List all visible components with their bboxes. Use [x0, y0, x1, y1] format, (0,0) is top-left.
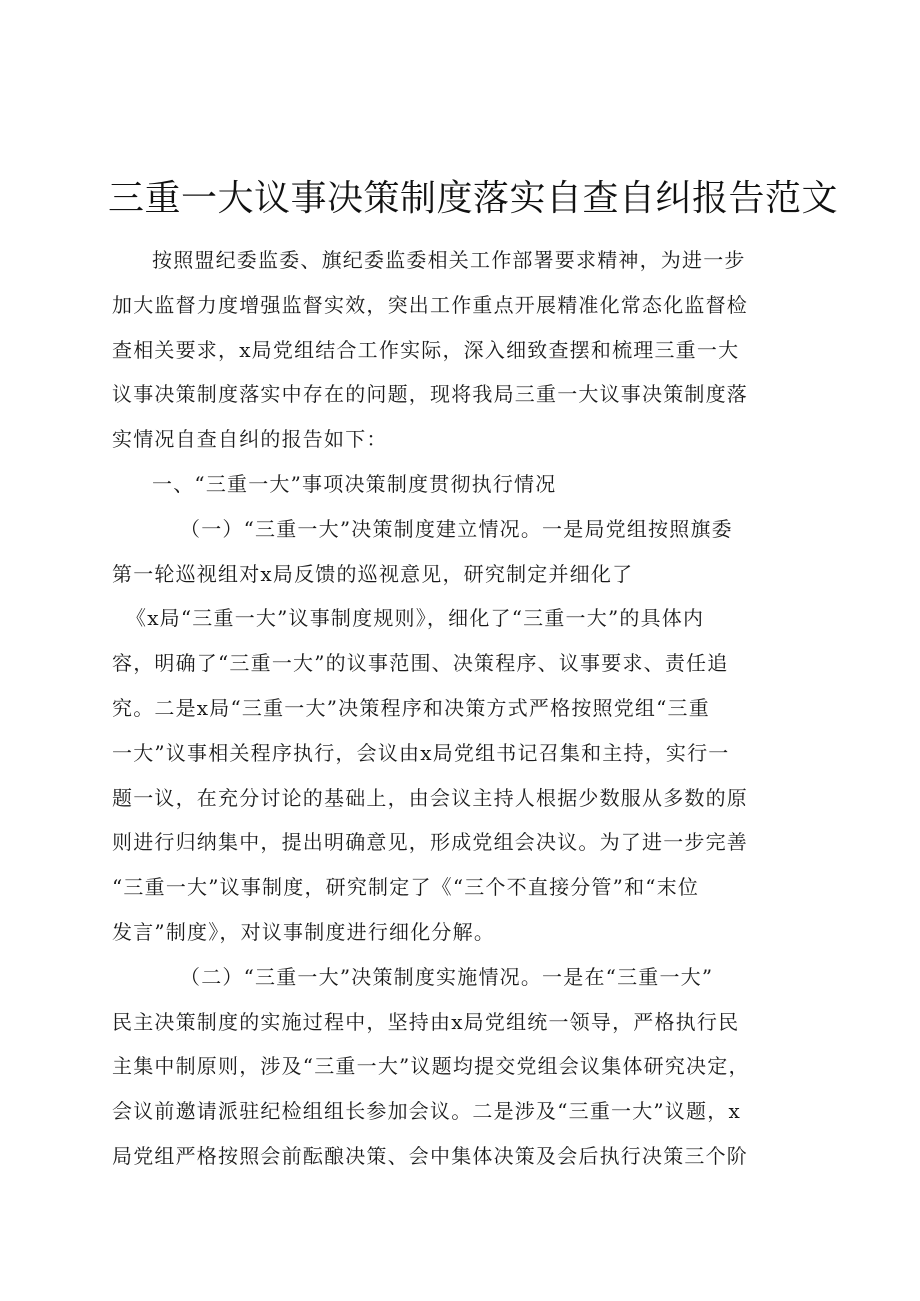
section-heading: 一、“三重一大”事项决策制度贯彻执行情况 [152, 471, 557, 496]
paragraph-line: 发言”制度》，对议事制度进行细化分解。 [112, 919, 496, 944]
paragraph-line: 究。二是x局“三重一大”决策程序和决策方式严格按照党组“三重 [112, 695, 710, 720]
document-title: 三重一大议事决策制度落实自查自纠报告范文 [108, 178, 839, 219]
paragraph-line: 《x局“三重一大”议事制度规则》，细化了“三重一大”的具体内 [126, 606, 705, 631]
paragraph-line: 民主决策制度的实施过程中，坚持由x局党组统一领导，严格执行民 [112, 1009, 740, 1034]
document-body [112, 238, 832, 1179]
paragraph-line: 一大”议事相关程序执行，会议由x局党组书记召集和主持，实行一 [112, 740, 730, 765]
paragraph-line: 题一议，在充分讨论的基础上，由会议主持人根据少数服从多数的原 [112, 785, 748, 810]
paragraph-line: 按照盟纪委监委、旗纪委监委相关工作部署要求精神，为进一步 [152, 248, 746, 272]
paragraph-line: 加大监督力度增强监督实效，突出工作重点开展精准化常态化监督检 [112, 292, 748, 317]
paragraph-line: 容，明确了“三重一大”的议事范围、决策程序、议事要求、责任追 [112, 651, 729, 676]
paragraph-line: 会议前邀请派驻纪检组组长参加会议。二是涉及“三重一大”议题，x [112, 1099, 741, 1124]
paragraph-line: 实情况自查自纠的报告如下： [112, 427, 388, 452]
paragraph-line: 第一轮巡视组对x局反馈的巡视意见，研究制定并细化了 [112, 561, 634, 586]
paragraph-line: 查相关要求，x局党组结合工作实际，深入细致查摆和梳理三重一大 [112, 337, 740, 362]
subsection-heading: （二）“三重一大”决策制度实施情况。一是在“三重一大” [180, 964, 714, 989]
paragraph-line: 则进行归纳集中，提出明确意见，形成党组会决议。为了进一步完善 [112, 830, 748, 855]
paragraph-line: 主集中制原则，涉及“三重一大”议题均提交党组会议集体研究决定， [112, 1054, 750, 1079]
paragraph-line: “三重一大”议事制度，研究制定了《“三个不直接分管”和“末位 [112, 875, 700, 900]
paragraph-line: 局党组严格按照会前酝酿决策、会中集体决策及会后执行决策三个阶 [112, 1143, 748, 1168]
paragraph-line: 议事决策制度落实中存在的问题，现将我局三重一大议事决策制度落 [112, 382, 748, 407]
subsection-heading: （一）“三重一大”决策制度建立情况。一是局党组按照旗委 [180, 516, 733, 541]
